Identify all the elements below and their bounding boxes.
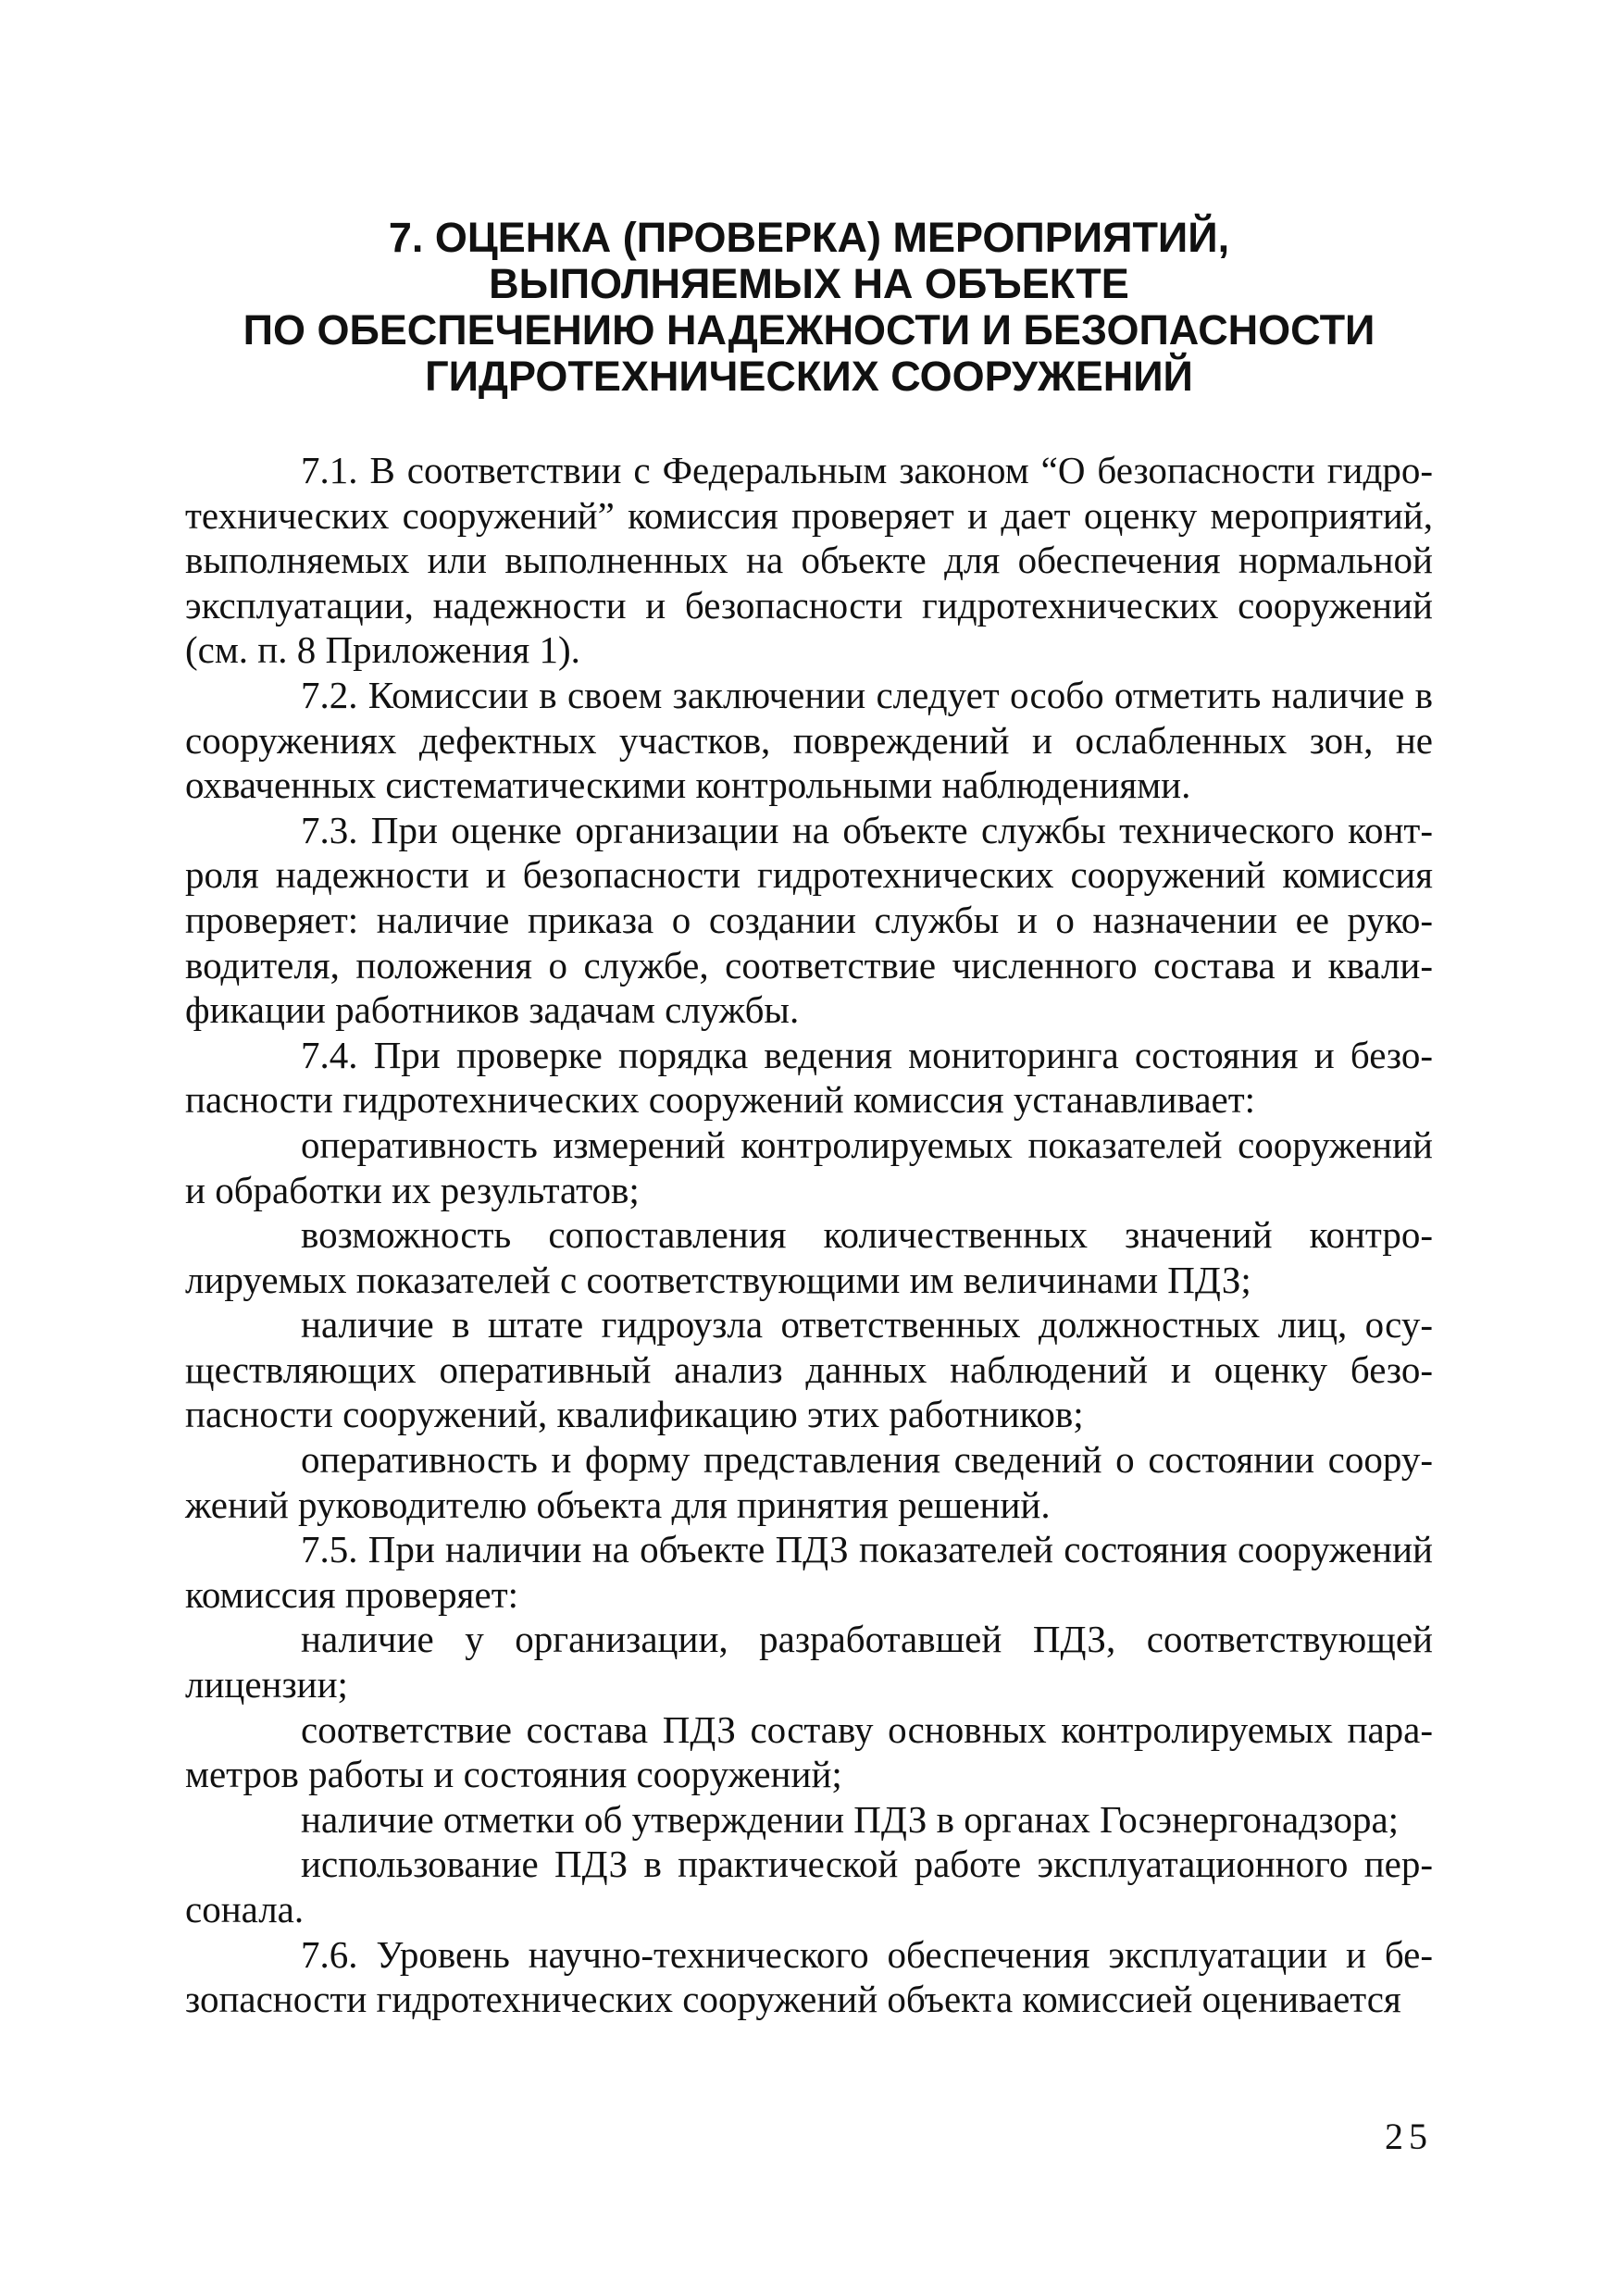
heading-line: ПО ОБЕСПЕЧЕНИЮ НАДЕЖНОСТИ И БЕЗОПАСНОСТИ xyxy=(243,306,1375,354)
heading-line: ГИДРОТЕХНИЧЕСКИХ СООРУЖЕНИЙ xyxy=(425,353,1193,400)
paragraph-7-3: 7.3. При оценке организации на объекте службы технического контроля надежности и безопасности гидротехнических сооружений комиссия проверяет: наличие приказа о создании службы и о назначении ее руководителя, положения о службе, соответствие численного состава и квалификации работников задачам службы. xyxy=(185,808,1433,1032)
paragraph-7-4: 7.4. При проверке порядка ведения мониторинга состояния и безопасности гидротехнических сооружений комиссия устанавливает: xyxy=(185,1033,1433,1122)
list-item: соответствие состава ПДЗ составу основных контролируемых параметров работы и состояния сооружений; xyxy=(185,1707,1433,1796)
list-item: наличие у организации, разработавшей ПДЗ, соответствующей лицензии; xyxy=(185,1618,1433,1706)
paragraph-7-5: 7.5. При наличии на объекте ПДЗ показателей состояния сооружений комиссия проверяет: xyxy=(185,1528,1433,1616)
heading-line: 7. ОЦЕНКА (ПРОВЕРКА) МЕРОПРИЯТИЙ, xyxy=(388,214,1230,261)
list-item: оперативность измерений контролируемых показателей сооружений и обработки их результатов; xyxy=(185,1123,1433,1211)
section-heading xyxy=(185,215,1433,400)
paragraph-7-2: 7.2. Комиссии в своем заключении следует особо отметить наличие в сооружениях дефектных участков, повреждений и ослабленных зон, не охваченных систематическими контрольными наблюдениями. xyxy=(185,673,1433,807)
list-item: наличие отметки об утверждении ПДЗ в органах Госэнергонадзора; xyxy=(301,1797,1400,1841)
paragraph-7-6: 7.6. Уровень научно-технического обеспечения эксплуатации и безопасности гидротехнических сооружений объекта комиссией оценивается xyxy=(185,1932,1433,2021)
paragraph-7-1: 7.1. В соответствии с Федеральным законом “О безопасности гидротехнических сооружений” комиссия проверяет и дает оценку мероприятий, выполняемых или выполненных на объекте для обеспечения нормальной эксплуатации, надежности и безопасности гидротехнических сооружений (см. п. 8 Приложения 1). xyxy=(185,449,1433,672)
list-item: возможность сопоставления количественных значений контролируемых показателей с соответствующими им величинами ПДЗ; xyxy=(185,1213,1433,1301)
page-number: 25 xyxy=(1385,2116,1433,2157)
list-item: использование ПДЗ в практической работе эксплуатационного персонала. xyxy=(185,1843,1433,1930)
heading-line: ВЫПОЛНЯЕМЫХ НА ОБЪЕКТЕ xyxy=(489,260,1129,307)
list-item: оперативность и форму представления сведений о состоянии сооружений руководителю объекта для принятия решений. xyxy=(185,1438,1433,1526)
list-item: наличие в штате гидроузла ответственных должностных лиц, осуществляющих оперативный анализ данных наблюдений и оценку безопасности сооружений, квалификацию этих работников; xyxy=(185,1303,1433,1436)
section-body xyxy=(185,448,1433,2022)
